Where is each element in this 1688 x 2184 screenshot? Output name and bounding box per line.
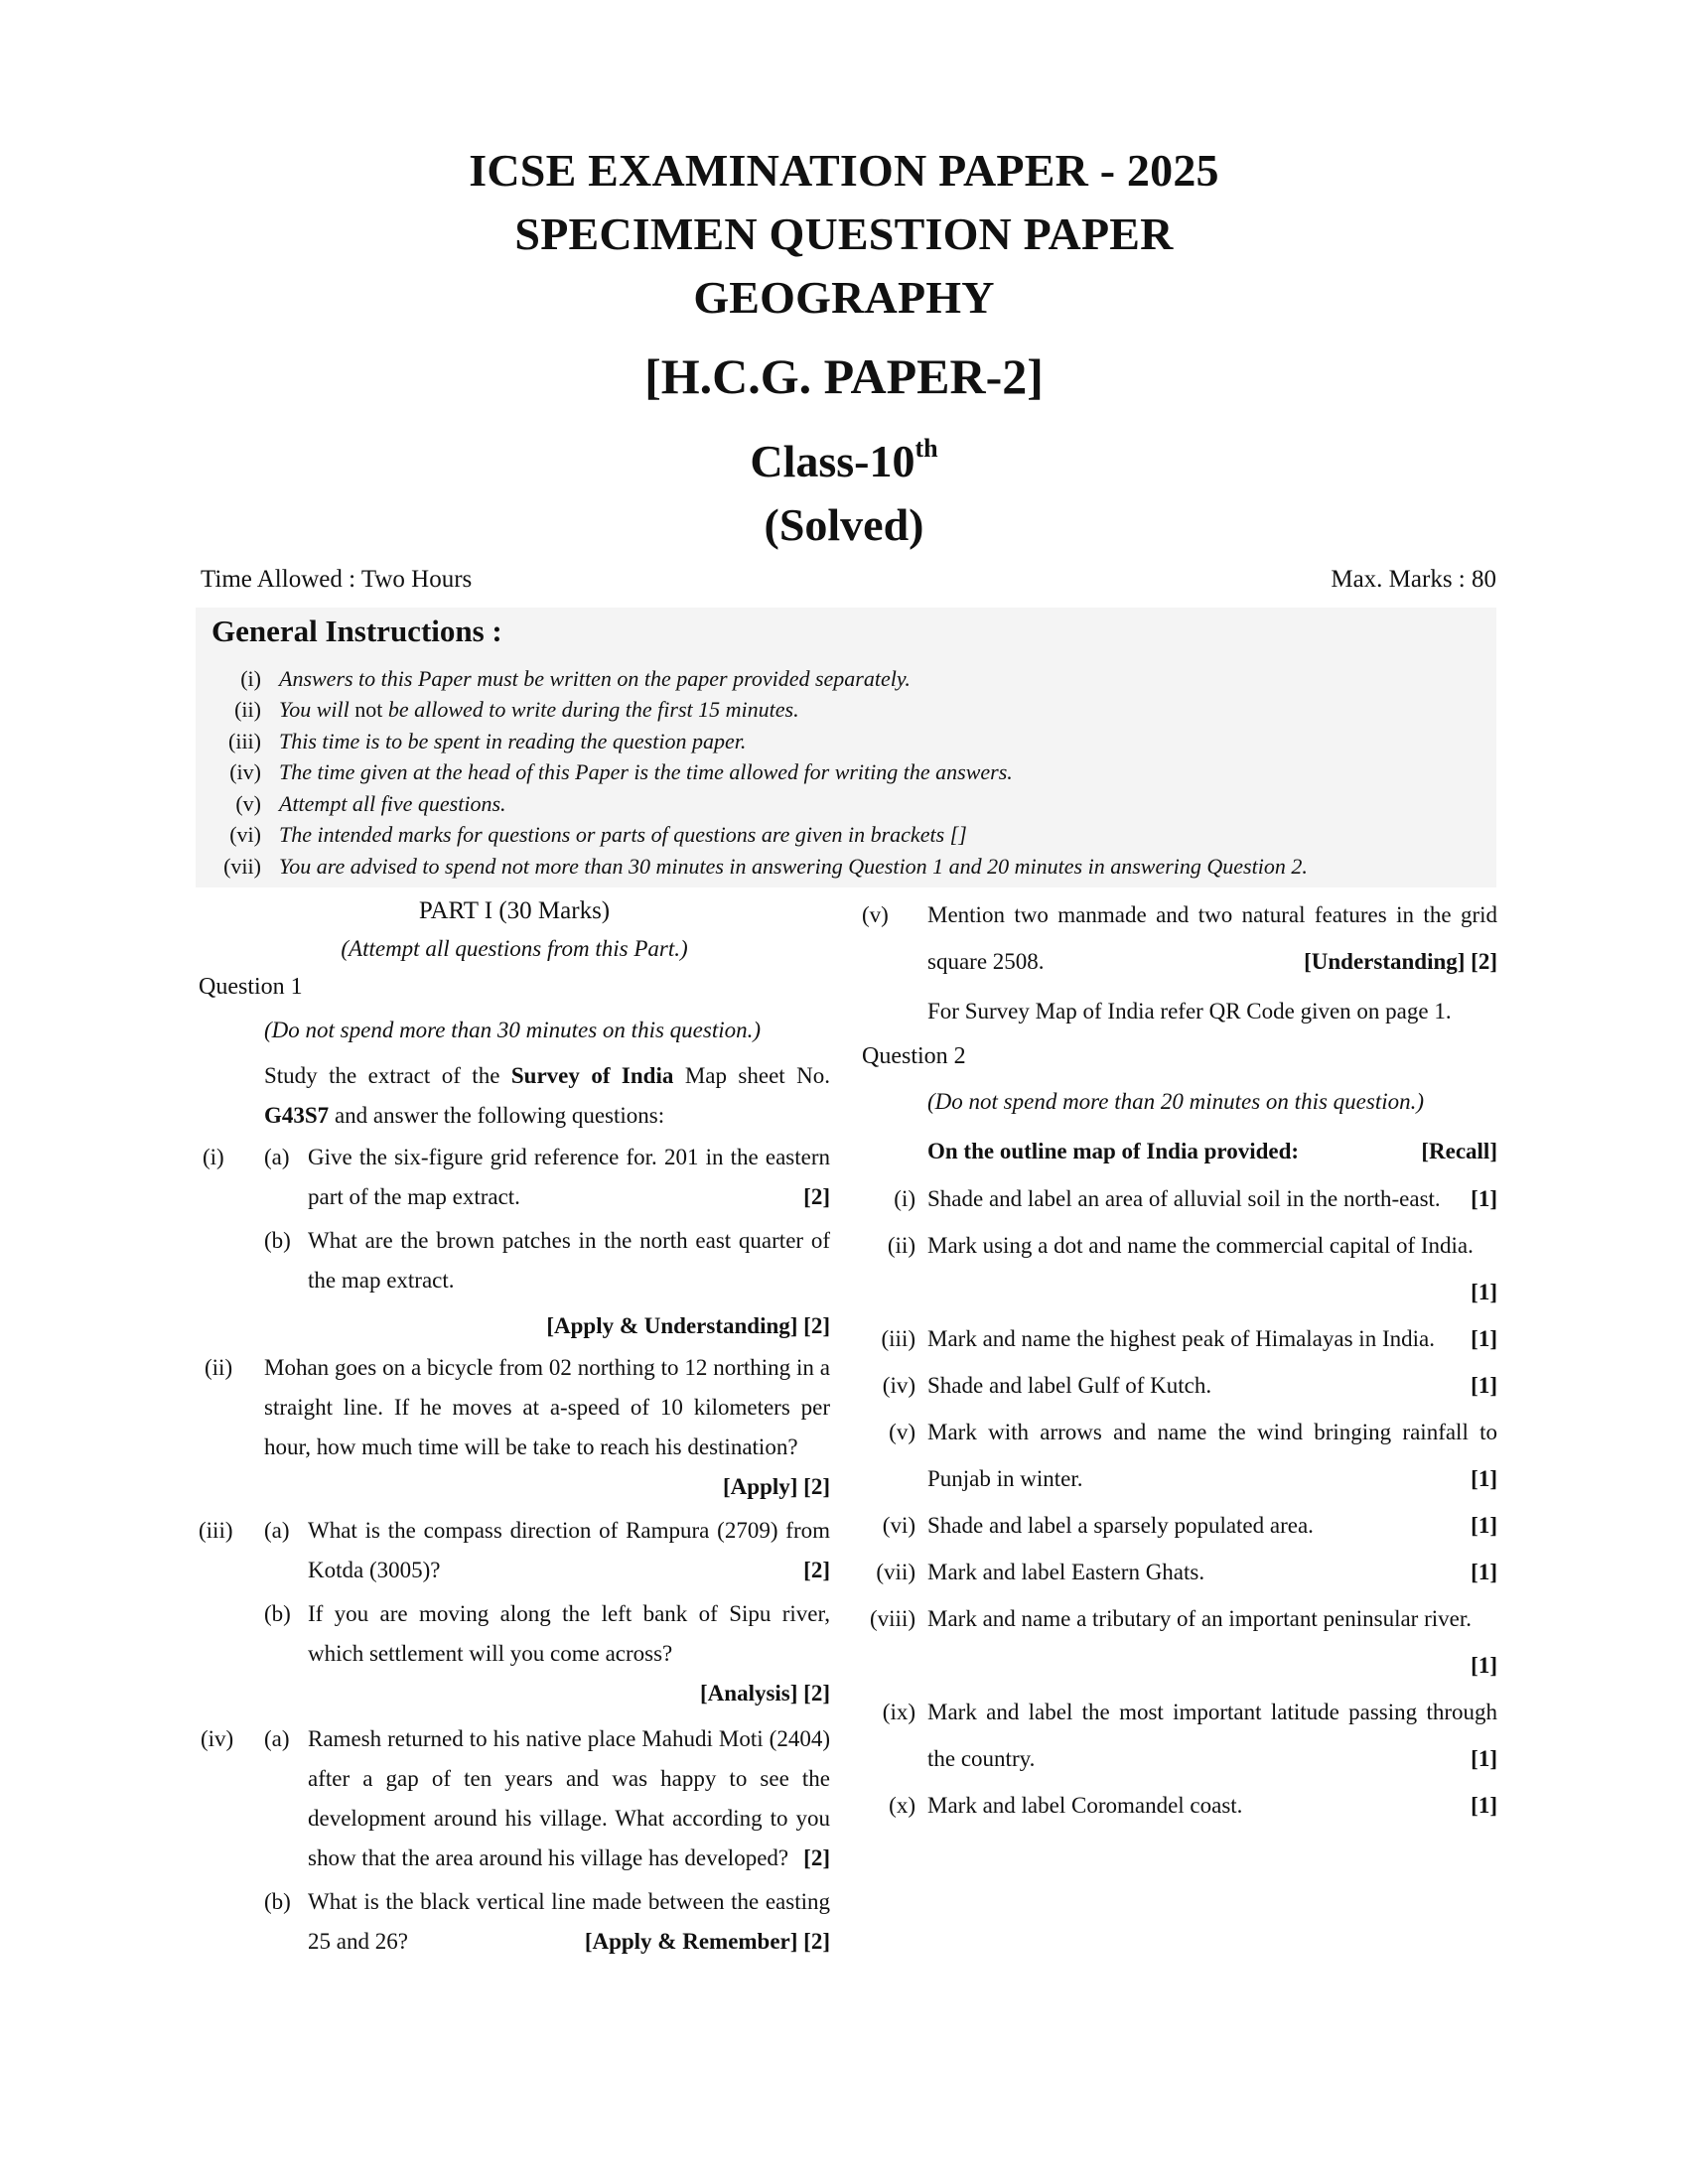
question-2-item [862, 1222, 1497, 1315]
subpart-label: (a) [264, 1726, 290, 1751]
question-2-item [862, 1689, 1497, 1782]
subject-title: GEOGRAPHY [693, 272, 995, 323]
question-2-time-note: (Do not spend more than 20 minutes on this question.) [927, 1089, 1425, 1114]
question-2-item [862, 1362, 1497, 1409]
item-text [264, 1348, 830, 1507]
instruction-number: (v) [235, 790, 261, 816]
instruction-text-part: be allowed to write during the first 15 minutes. [382, 697, 799, 723]
item-number: (iii) [881, 1326, 915, 1351]
subparts [264, 1719, 830, 1962]
question-text: Shade and label a sparsely populated area. [927, 1513, 1314, 1538]
instruction-item [196, 726, 1496, 757]
subpart-a [264, 1511, 830, 1590]
right-column [862, 891, 1497, 1829]
item-number: (vi) [882, 1513, 915, 1538]
item-number: (iii) [199, 1518, 233, 1543]
class-label [0, 417, 1688, 493]
item-number: (iv) [882, 1373, 915, 1398]
instruction-text: The time given at the head of this Paper is the time allowed for writing the answers. [279, 759, 1013, 785]
question-text: Mark and label Eastern Ghats. [927, 1560, 1205, 1584]
marks-badge: [1] [1471, 1373, 1497, 1398]
instruction-item [196, 851, 1496, 883]
subpart-a [264, 1719, 830, 1878]
instruction-text: You are advised to spend not more than 30 minutes in answering Question 1 and 20 minutes in answering Question 2. [279, 853, 1308, 879]
cognitive-tag: [Apply] [2] [723, 1474, 830, 1499]
item-text [927, 1502, 1497, 1549]
marks-badge: [1] [1471, 1746, 1497, 1771]
marks-badge: [1] [1471, 1513, 1497, 1538]
instruction-text: The intended marks for questions or parts of questions are given in brackets [] [279, 822, 967, 848]
cognitive-tag: [Apply & Remember] [2] [584, 1929, 830, 1954]
exam-title: ICSE EXAMINATION PAPER - 2025 [469, 145, 1219, 196]
question-1-iv [199, 1719, 830, 1962]
intro-text: Study the extract of the [264, 1063, 511, 1088]
item-number: (iv) [201, 1726, 234, 1751]
instruction-number: (i) [240, 665, 261, 691]
class-suffix: th [914, 434, 938, 463]
question-text: Give the six-figure grid reference for. 201 in the eastern part of the map extract. [308, 1145, 830, 1209]
part-subheading: (Attempt all questions from this Part.) [341, 936, 688, 961]
marks-badge: [2] [803, 1845, 830, 1870]
item-number: (ii) [887, 1233, 915, 1258]
item-text [927, 891, 1497, 985]
title-block [0, 139, 1688, 557]
marks-badge: [1] [1471, 1186, 1497, 1211]
instructions-heading: General Instructions : [211, 614, 502, 648]
item-number: (viii) [870, 1606, 915, 1631]
subpart-label: (a) [264, 1145, 290, 1169]
subpart-text [308, 1511, 830, 1590]
meta-row [201, 566, 1496, 594]
question-2-item [862, 1782, 1497, 1829]
question-1-time-note: (Do not spend more than 30 minutes on this question.) [264, 1018, 762, 1042]
subpart-text: What are the brown patches in the north east quarter of the map extract. [308, 1228, 830, 1293]
cognitive-tag: [Apply & Understanding] [2] [546, 1313, 830, 1338]
subpart-b [264, 1882, 830, 1962]
instruction-item [196, 820, 1496, 852]
instruction-text: This time is to be spent in reading the question paper. [279, 728, 747, 753]
left-column [199, 891, 830, 1962]
item-text [927, 1689, 1497, 1782]
marks-badge: [1] [1471, 1560, 1497, 1584]
item-text [927, 1782, 1497, 1829]
instruction-number: (iv) [229, 759, 261, 785]
solved-label: (Solved) [764, 499, 924, 550]
marks-badge: [1] [1471, 1466, 1497, 1491]
question-text: Ramesh returned to his native place Mahudi Moti (2404) after a gap of ten years and was happy to see the development around his village. What according to you show that the area around his village has developed? [308, 1726, 830, 1870]
cognitive-tag: [Analysis] [2] [700, 1681, 830, 1706]
class-text: Class-10 [750, 436, 915, 486]
subpart-label: (b) [264, 1601, 291, 1626]
item-text [927, 1222, 1497, 1315]
intro-survey-of-india: Survey of India [510, 1063, 674, 1088]
question-text: Mark and label Coromandel coast. [927, 1793, 1243, 1818]
instruction-item [196, 757, 1496, 789]
cognitive-tag: [Recall] [1421, 1139, 1497, 1163]
marks-badge: [1] [1471, 1280, 1497, 1304]
subpart-text [308, 1719, 830, 1878]
max-marks: Max. Marks : 80 [1331, 566, 1496, 593]
subpart-text [308, 1138, 830, 1217]
subpart-label: (b) [264, 1228, 291, 1253]
instruction-item [196, 695, 1496, 727]
instruction-text [279, 697, 799, 723]
subpart-text: If you are moving along the left bank of Sipu river, which settlement will you come across? [308, 1601, 830, 1666]
instruction-number: (vii) [223, 853, 261, 879]
question-text: What is the compass direction of Rampura (2709) from Kotda (3005)? [308, 1518, 830, 1582]
intro-text: and answer the following questions: [329, 1103, 665, 1128]
question-2-heading: Question 2 [862, 1043, 966, 1069]
item-text [927, 1315, 1497, 1362]
instruction-text-emphasis: not [354, 697, 383, 723]
time-allowed: Time Allowed : Two Hours [201, 566, 473, 593]
subparts [264, 1511, 830, 1713]
intro-text: Map sheet No. [673, 1063, 831, 1088]
instruction-text: Answers to this Paper must be written on the paper provided separately. [279, 665, 911, 691]
instruction-item [196, 788, 1496, 820]
question-2-item [862, 1409, 1497, 1502]
item-text [927, 1595, 1497, 1689]
map-sheet-number: G43S7 [264, 1103, 330, 1128]
instruction-text-part: You will [279, 697, 355, 723]
question-text: Mark and label the most important latitude passing through the country. [927, 1700, 1497, 1771]
item-text [927, 1175, 1497, 1222]
lead-text: On the outline map of India provided: [927, 1139, 1300, 1163]
question-text: Mark and name the highest peak of Himalayas in India. [927, 1326, 1435, 1351]
question-text: Mark using a dot and name the commercial capital of India. [927, 1233, 1474, 1258]
instruction-number: (vi) [229, 822, 261, 848]
question-2-items [862, 1175, 1497, 1829]
question-text: Mark with arrows and name the wind bringing rainfall to Punjab in winter. [927, 1420, 1497, 1491]
question-text: Mark and name a tributary of an important peninsular river. [927, 1606, 1472, 1631]
item-number: (x) [889, 1793, 915, 1818]
item-number: (i) [203, 1145, 224, 1169]
instructions-list [196, 663, 1496, 883]
question-1-ii [199, 1348, 830, 1507]
question-1-i [199, 1138, 830, 1346]
subpart-text [308, 1882, 830, 1962]
question-2-lead [862, 1128, 1497, 1175]
subpart-a [264, 1138, 830, 1217]
subpart-b [264, 1221, 830, 1300]
marks-badge: [2] [803, 1558, 830, 1582]
question-text: Shade and label an area of alluvial soil in the north-east. [927, 1186, 1441, 1211]
item-number: (vii) [876, 1560, 915, 1584]
general-instructions [196, 608, 1496, 887]
paper-code: [H.C.G. PAPER-2] [644, 348, 1044, 404]
item-number: (ii) [205, 1355, 233, 1380]
marks-badge: [1] [1471, 1326, 1497, 1351]
paper-type: SPECIMEN QUESTION PAPER [514, 208, 1174, 259]
marks-badge: [1] [1471, 1793, 1497, 1818]
item-text [927, 1409, 1497, 1502]
question-1-v [862, 891, 1497, 1034]
marks-badge: [2] [803, 1184, 830, 1209]
subpart-label: (a) [264, 1518, 290, 1543]
item-body [927, 891, 1497, 1034]
instruction-text: Attempt all five questions. [279, 790, 506, 816]
question-text: What is the black vertical line made between the easting 25 and 26? [308, 1889, 830, 1954]
instruction-item [196, 663, 1496, 695]
question-text: Mohan goes on a bicycle from 02 northing to 12 northing in a straight line. If he moves at a-speed of 10 kilometers per hour, how much time will be take to reach his destination? [264, 1355, 830, 1459]
part-heading: PART I (30 Marks) [418, 897, 611, 924]
instruction-number: (ii) [234, 697, 261, 723]
subpart-b [264, 1594, 830, 1674]
item-number: (v) [862, 902, 889, 927]
question-2-item [862, 1175, 1497, 1222]
qr-note: For Survey Map of India refer QR Code given on page 1. [927, 999, 1452, 1024]
question-1-iii [199, 1511, 830, 1713]
question-2-item [862, 1315, 1497, 1362]
item-text [927, 1549, 1497, 1595]
question-2-item [862, 1549, 1497, 1595]
item-text [927, 1362, 1497, 1409]
question-1-heading: Question 1 [199, 974, 303, 1000]
item-number: (v) [889, 1420, 915, 1444]
question-1-intro [199, 1056, 830, 1136]
item-number: (i) [894, 1186, 915, 1211]
subpart-label: (b) [264, 1889, 291, 1914]
question-text: Mention two manmade and two natural features in the grid square 2508. [927, 902, 1497, 974]
cognitive-tag: [Understanding] [2] [1304, 949, 1497, 974]
question-2-item [862, 1595, 1497, 1689]
marks-badge: [1] [1471, 1653, 1497, 1678]
question-text: Shade and label Gulf of Kutch. [927, 1373, 1212, 1398]
subparts [264, 1138, 830, 1346]
instruction-number: (iii) [228, 728, 261, 753]
question-2-item [862, 1502, 1497, 1549]
item-number: (ix) [882, 1700, 915, 1724]
